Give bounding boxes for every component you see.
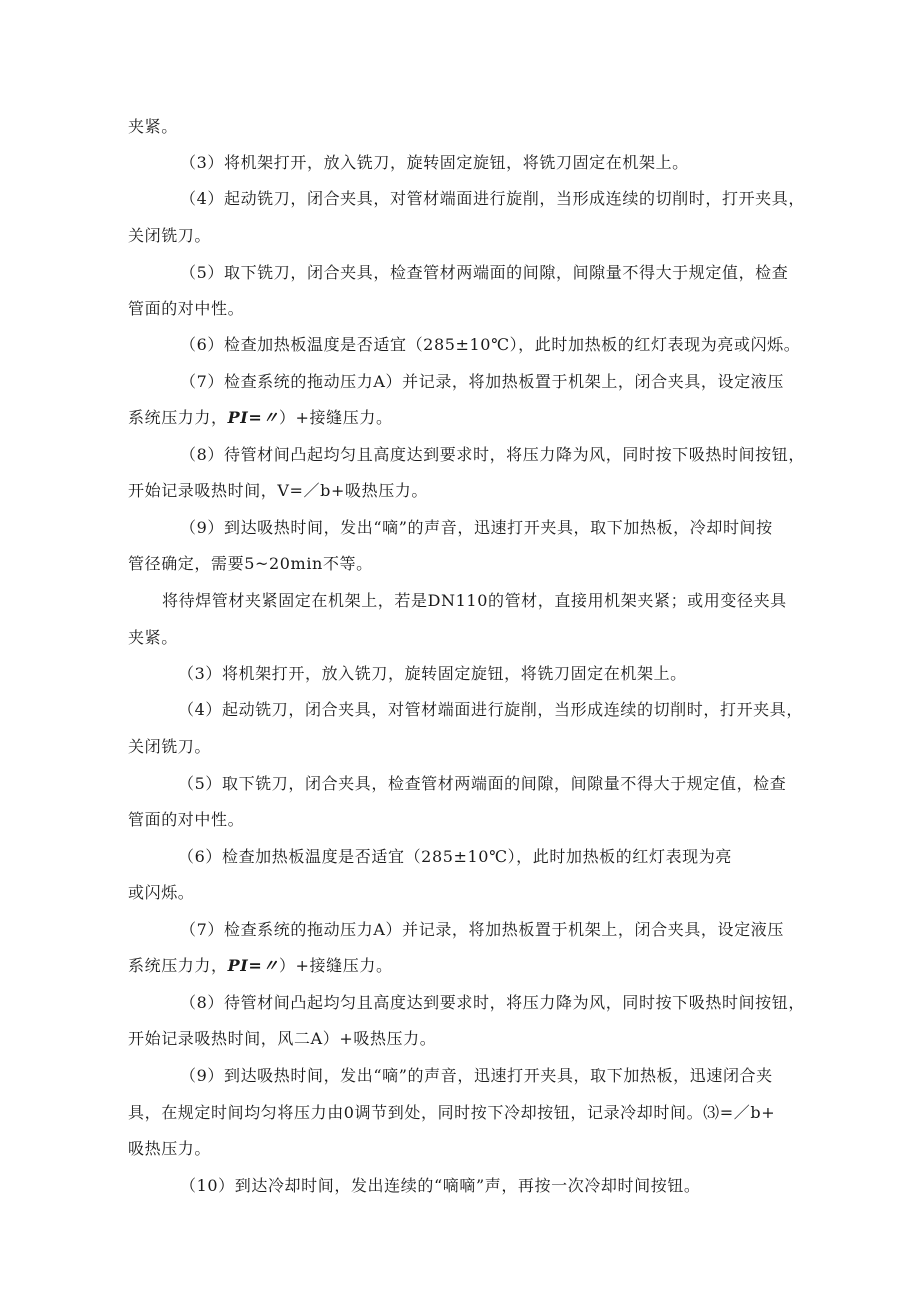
text-line: 夹紧。 (128, 117, 178, 136)
text-line: （9）到达吸热时间，发出“嘀”的声音，迅速打开夹具，取下加热板，迅速闭合夹 (180, 1066, 773, 1085)
text-line: 或闪烁。 (128, 883, 195, 902)
text-line: （7）检查系统的拖动压力A）并记录，将加热板置于机架上，闭合夹具，设定液压 (180, 920, 784, 939)
text-line: （5）取下铣刀，闭合夹具，检查管材两端面的间隙，间隙量不得大于规定值，检查 (178, 774, 787, 793)
text-line (128, 955, 393, 977)
text-line: 关闭铣刀。 (128, 226, 212, 245)
text-span: 系统压力力， (128, 956, 228, 975)
text-line: 管面的对中性。 (128, 299, 245, 318)
text-line: （5）取下铣刀，闭合夹具，检查管材两端面的间隙，间隙量不得大于规定值，检查 (180, 263, 789, 282)
text-line: （6）检查加热板温度是否适宜（285±10℃），此时加热板的红灯表现为亮或闪烁。 (180, 335, 801, 354)
text-line: （3）将机架打开，放入铣刀，旋转固定旋钮，将铣刀固定在机架上。 (180, 153, 689, 172)
text-span: ）+接缝压力。 (278, 408, 393, 427)
text-span: ）+接缝压力。 (278, 956, 393, 975)
text-line: 管面的对中性。 (128, 810, 245, 829)
text-line: （10）到达冷却时间，发出连续的“嘀嘀”声，再按一次冷却时间按钮。 (180, 1176, 701, 1195)
text-line: 具，在规定时间均匀将压力由0调节到处，同时按下冷却按钮，记录冷却时间。⑶=／b+ (128, 1103, 776, 1122)
text-line: （4）起动铣刀，闭合夹具，对管材端面进行旋削，当形成连续的切削时，打开夹具， (178, 700, 803, 719)
text-line: （7）检查系统的拖动压力A）并记录，将加热板置于机架上，闭合夹具，设定液压 (180, 372, 784, 391)
text-line: （3）将机架打开，放入铣刀，旋转固定旋钮，将铣刀固定在机架上。 (178, 664, 687, 683)
text-line: （8）待管材间凸起均匀且高度达到要求时，将压力降为风，同时按下吸热时间按钮， (180, 993, 805, 1012)
text-line: （6）检查加热板温度是否适宜（285±10℃），此时加热板的红灯表现为亮 (178, 847, 732, 866)
formula-text: PI=〃 (227, 408, 279, 427)
text-line: 夹紧。 (128, 628, 178, 647)
text-line: 关闭铣刀。 (128, 737, 212, 756)
text-line: （9）到达吸热时间，发出“嘀”的声音，迅速打开夹具，取下加热板，冷却时间按 (180, 518, 773, 537)
text-line: 开始记录吸热时间，风二A）+吸热压力。 (128, 1029, 437, 1048)
text-line: 管径确定，需要5~20min不等。 (128, 554, 373, 573)
text-line: （4）起动铣刀，闭合夹具，对管材端面进行旋削，当形成连续的切削时，打开夹具， (180, 189, 805, 208)
formula-text: PI=〃 (227, 956, 279, 975)
text-line (128, 407, 393, 429)
text-line: 吸热压力。 (128, 1139, 212, 1158)
text-span: 系统压力力， (128, 408, 228, 427)
text-line: 将待焊管材夹紧固定在机架上，若是DN110的管材，直接用机架夹紧；或用变径夹具 (162, 591, 787, 610)
text-line: （8）待管材间凸起均匀且高度达到要求时，将压力降为风，同时按下吸热时间按钮， (180, 445, 805, 464)
text-line: 开始记录吸热时间，V=／b+吸热压力。 (128, 481, 429, 500)
